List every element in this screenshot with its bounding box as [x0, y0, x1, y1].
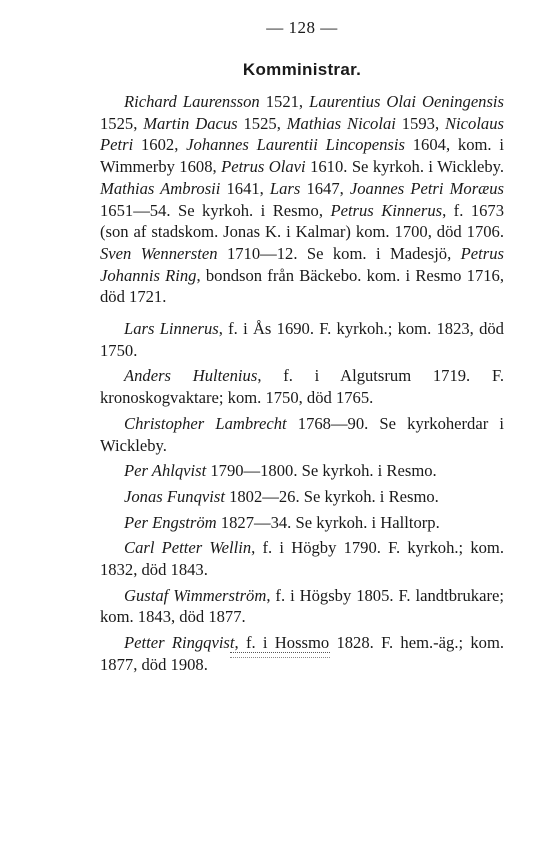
person-name: Per Engström	[124, 512, 217, 532]
entry-text: 1521,	[259, 92, 310, 111]
person-name: Nicolaus Petri	[100, 113, 504, 155]
paragraph-early-list	[100, 91, 504, 308]
entry-text: , f. i Högsby 1805. F. landtbrukare; kom. 1843, död 1877.	[100, 585, 504, 627]
entry-text: 1641,	[220, 178, 270, 198]
entry-text: 1593,	[395, 113, 445, 133]
body-text	[100, 91, 504, 676]
person-name: Johannes Laurentii Lincopensis	[186, 135, 405, 155]
person-name: Lars Linnerus	[124, 319, 219, 339]
person-name: Carl Petter Wellin	[124, 538, 252, 558]
person-name: Mathias Ambrosii	[100, 178, 221, 198]
entry-text: , f. i Hossmo 1828. F. hem.-äg.; kom. 1877, död 1908.	[100, 633, 505, 674]
page	[100, 18, 504, 680]
person-name: Gustaf Wimmerström	[124, 585, 267, 605]
person-name: Petrus Johannis Ring	[100, 243, 504, 285]
entry-text: 1647,	[300, 178, 350, 198]
person-name: Martin Dacus	[143, 113, 238, 133]
entry-text: 1802—26. Se kyrkoh. i Resmo.	[224, 486, 439, 506]
paragraph-entry	[100, 512, 504, 534]
person-name: Sven Wennersten	[100, 243, 218, 263]
paragraph-entry	[100, 460, 504, 482]
entry-text: , f. i Högby 1790. F. kyrkoh.; kom. 1832, död 1843.	[100, 538, 504, 580]
paragraph-entry	[100, 365, 504, 408]
paragraph-entry	[100, 537, 504, 580]
entry-text: , f. i Algutsrum 1719. F. kronoskogvaktare; kom. 1750, död 1765.	[100, 366, 505, 408]
entry-text: 1604, kom. i Wimmerby 1608,	[100, 135, 504, 177]
entry-text: 1525,	[237, 113, 287, 133]
entry-text: 1651—54. Se kyrkoh. i Resmo,	[100, 200, 331, 220]
entry-text: 1610. Se kyrkoh. i Wickleby.	[305, 157, 505, 177]
entry-text: , f. 1673 (son af stadskom. Jonas K. i Kalmar) kom. 1700, död 1706.	[100, 200, 505, 242]
page-number: — 128 —	[266, 18, 338, 37]
person-name: Laurentius Olai Oeningensis	[309, 92, 505, 111]
person-name: Petter Ringqvist	[124, 633, 235, 653]
person-name: Joannes Petri Moræus	[349, 178, 504, 198]
entry-text: 1790—1800. Se kyrkoh. i Resmo.	[206, 461, 437, 481]
entry-text: 1525,	[100, 113, 144, 133]
person-name: Richard Laurensson	[124, 92, 260, 111]
person-name: Anders Hultenius	[124, 366, 258, 386]
person-name: Jonas Funqvist	[124, 486, 225, 506]
person-name: Lars	[269, 178, 301, 198]
paragraph-entry	[100, 585, 504, 628]
person-name: Petrus Olavi	[221, 157, 306, 177]
person-name: Christopher Lambrecht	[124, 413, 287, 433]
person-name: Petrus Kinnerus	[330, 200, 443, 220]
entry-text: 1602,	[133, 135, 187, 155]
paragraph-entry	[100, 413, 504, 456]
paragraph-entry	[100, 486, 504, 508]
end-rule-upper	[230, 652, 330, 653]
paragraph-entry	[100, 632, 504, 675]
entry-text: 1710—12. Se kom. i Madesjö,	[217, 243, 461, 263]
entry-text: 1827—34. Se kyrkoh. i Halltorp.	[216, 512, 440, 532]
person-name: Mathias Nicolai	[286, 113, 396, 133]
entry-text: , f. i Ås 1690. F. kyrkoh.; kom. 1823, död 1750.	[100, 319, 504, 360]
person-name: Per Ahlqvist	[124, 461, 207, 481]
entry-text: 1768—90. Se kyrkoherdar i Wickleby.	[100, 413, 504, 455]
end-rule-lower	[230, 657, 330, 658]
entry-text: , bondson från Bäckebo. kom. i Resmo 1716, död 1721.	[100, 265, 504, 307]
paragraph-entry	[100, 318, 504, 361]
section-heading: Komministrar.	[242, 60, 362, 79]
